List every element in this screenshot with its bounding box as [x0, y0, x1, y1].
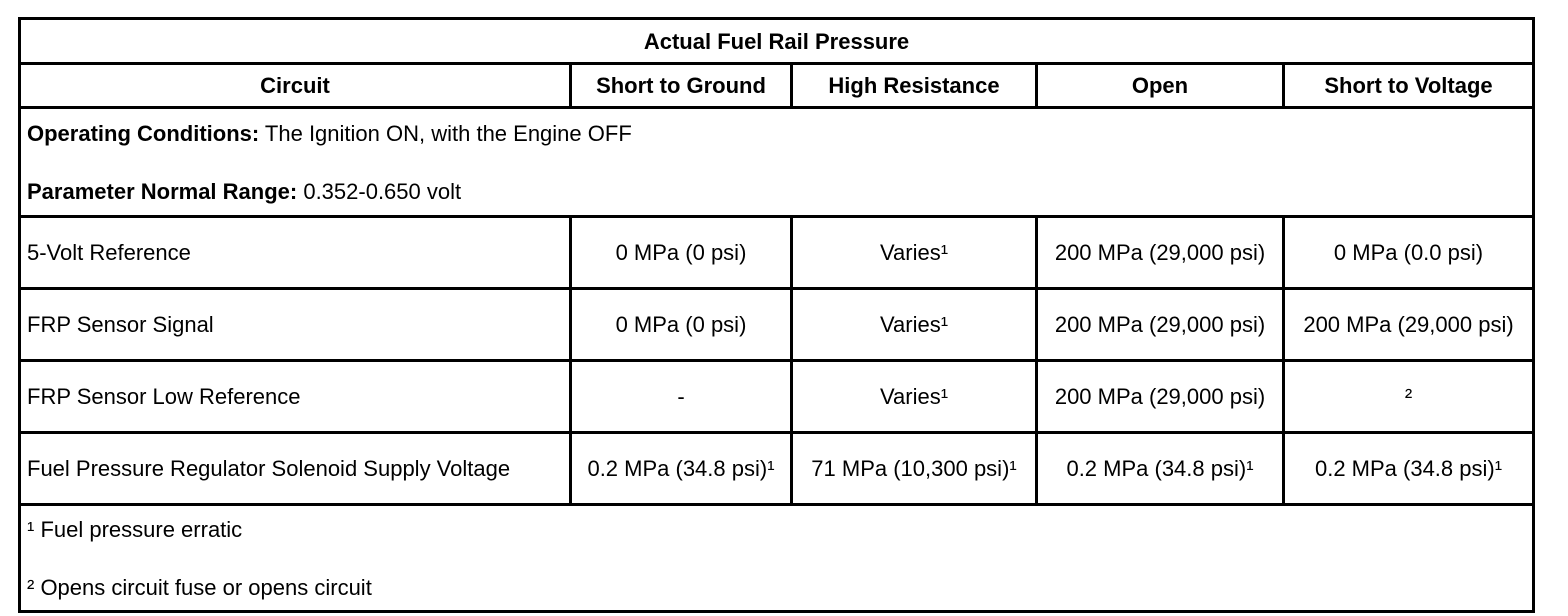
operating-conditions-value: The Ignition ON, with the Engine OFF: [259, 120, 632, 146]
table-header-row: [20, 64, 1534, 108]
fuel-rail-pressure-table: [18, 17, 1535, 613]
high-resistance-cell: Varies¹: [792, 217, 1037, 289]
parameter-range-label: Parameter Normal Range:: [27, 178, 298, 204]
operating-conditions-cell: [20, 108, 1534, 217]
spacer: [27, 544, 1526, 573]
short-to-voltage-cell: ²: [1284, 361, 1534, 433]
short-to-ground-cell: 0.2 MPa (34.8 psi)¹: [571, 433, 792, 505]
open-cell: 200 MPa (29,000 psi): [1037, 289, 1284, 361]
spacer: [27, 148, 1526, 177]
parameter-normal-range: [27, 177, 1526, 206]
circuit-cell: FRP Sensor Signal: [20, 289, 571, 361]
circuit-cell: Fuel Pressure Regulator Solenoid Supply Voltage: [20, 433, 571, 505]
short-to-voltage-cell: 200 MPa (29,000 psi): [1284, 289, 1534, 361]
header-circuit: Circuit: [20, 64, 571, 108]
operating-conditions-row: [20, 108, 1534, 217]
table-title: Actual Fuel Rail Pressure: [20, 19, 1534, 64]
header-open: Open: [1037, 64, 1284, 108]
footnote-2: ² Opens circuit fuse or opens circuit: [27, 574, 372, 600]
short-to-ground-cell: 0 MPa (0 psi): [571, 289, 792, 361]
header-high-resistance: High Resistance: [792, 64, 1037, 108]
short-to-ground-cell: 0 MPa (0 psi): [571, 217, 792, 289]
table-row: [20, 361, 1534, 433]
footnotes-cell: [20, 505, 1534, 612]
high-resistance-cell: Varies¹: [792, 361, 1037, 433]
header-short-to-ground: Short to Ground: [571, 64, 792, 108]
table-row: [20, 217, 1534, 289]
table-row: [20, 289, 1534, 361]
short-to-ground-cell: -: [571, 361, 792, 433]
open-cell: 200 MPa (29,000 psi): [1037, 361, 1284, 433]
header-short-to-voltage: Short to Voltage: [1284, 64, 1534, 108]
high-resistance-cell: Varies¹: [792, 289, 1037, 361]
footnote-1: ¹ Fuel pressure erratic: [27, 516, 243, 542]
short-to-voltage-cell: 0.2 MPa (34.8 psi)¹: [1284, 433, 1534, 505]
high-resistance-cell: 71 MPa (10,300 psi)¹: [792, 433, 1037, 505]
operating-conditions: [27, 119, 1526, 148]
short-to-voltage-cell: 0 MPa (0.0 psi): [1284, 217, 1534, 289]
footnotes-row: [20, 505, 1534, 612]
circuit-cell: 5-Volt Reference: [20, 217, 571, 289]
table-row: [20, 433, 1534, 505]
parameter-range-value: 0.352-0.650 volt: [297, 178, 462, 204]
table-title-row: [20, 19, 1534, 64]
circuit-cell: FRP Sensor Low Reference: [20, 361, 571, 433]
operating-conditions-label: Operating Conditions:: [27, 120, 260, 146]
open-cell: 0.2 MPa (34.8 psi)¹: [1037, 433, 1284, 505]
open-cell: 200 MPa (29,000 psi): [1037, 217, 1284, 289]
